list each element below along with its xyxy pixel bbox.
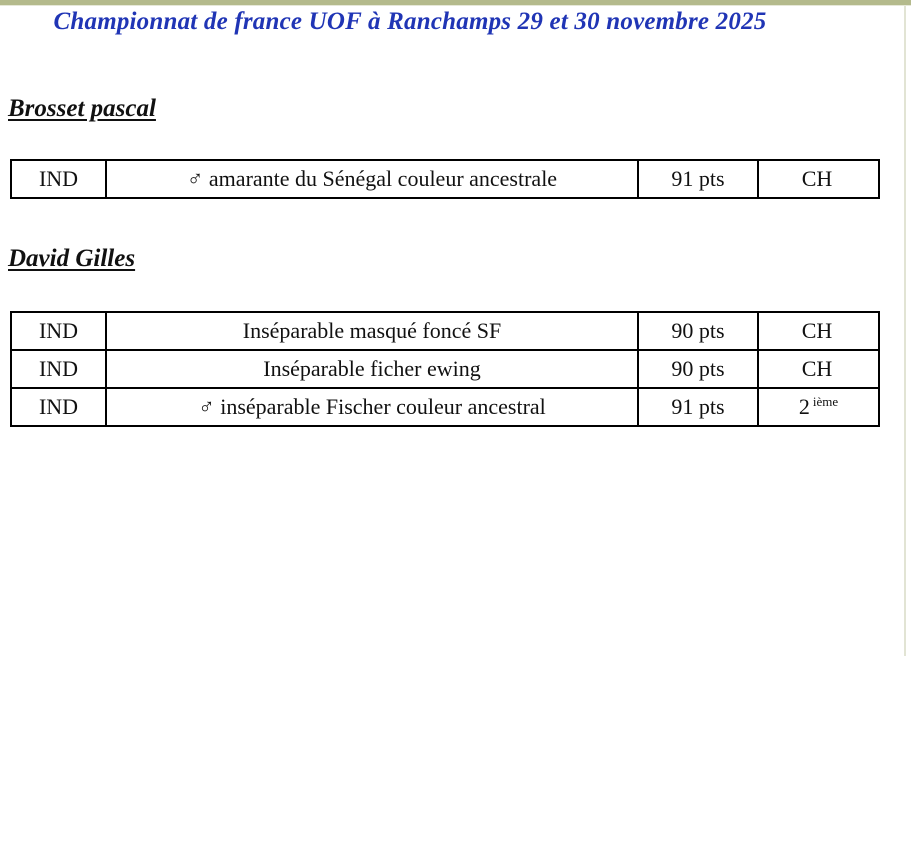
points-cell: 90 pts — [638, 350, 758, 388]
award-suffix: ième — [812, 393, 839, 409]
exhibitor-heading-brosset: Brosset pascal — [8, 95, 156, 122]
class-cell: IND — [11, 388, 106, 426]
points-cell: 90 pts — [638, 312, 758, 350]
page-top-border — [0, 0, 911, 6]
award-value: CH — [801, 318, 833, 343]
table-row — [11, 312, 879, 350]
points-cell: 91 pts — [638, 160, 758, 198]
class-cell: IND — [11, 350, 106, 388]
class-cell: IND — [11, 160, 106, 198]
award-cell — [758, 388, 879, 426]
bird-cell: Inséparable ficher ewing — [106, 350, 638, 388]
table-row — [11, 160, 879, 198]
award-value: CH — [801, 356, 833, 381]
bird-cell: Inséparable masqué foncé SF — [106, 312, 638, 350]
award-value: 2 — [798, 394, 810, 419]
bird-cell: ♂ amarante du Sénégal couleur ancestrale — [106, 160, 638, 198]
award-cell — [758, 312, 879, 350]
award-cell — [758, 350, 879, 388]
results-table-brosset — [10, 159, 880, 199]
bird-cell: ♂ inséparable Fischer couleur ancestral — [106, 388, 638, 426]
exhibitor-heading-david: David Gilles — [8, 245, 136, 272]
page-title: Championnat de france UOF à Ranchamps 29 et 30 novembre 2025 — [53, 8, 767, 35]
results-table-david — [10, 311, 880, 427]
award-value: CH — [801, 166, 833, 191]
award-cell — [758, 160, 879, 198]
page-right-border — [904, 6, 906, 656]
class-cell: IND — [11, 312, 106, 350]
table-row — [11, 388, 879, 426]
table-row — [11, 350, 879, 388]
points-cell: 91 pts — [638, 388, 758, 426]
